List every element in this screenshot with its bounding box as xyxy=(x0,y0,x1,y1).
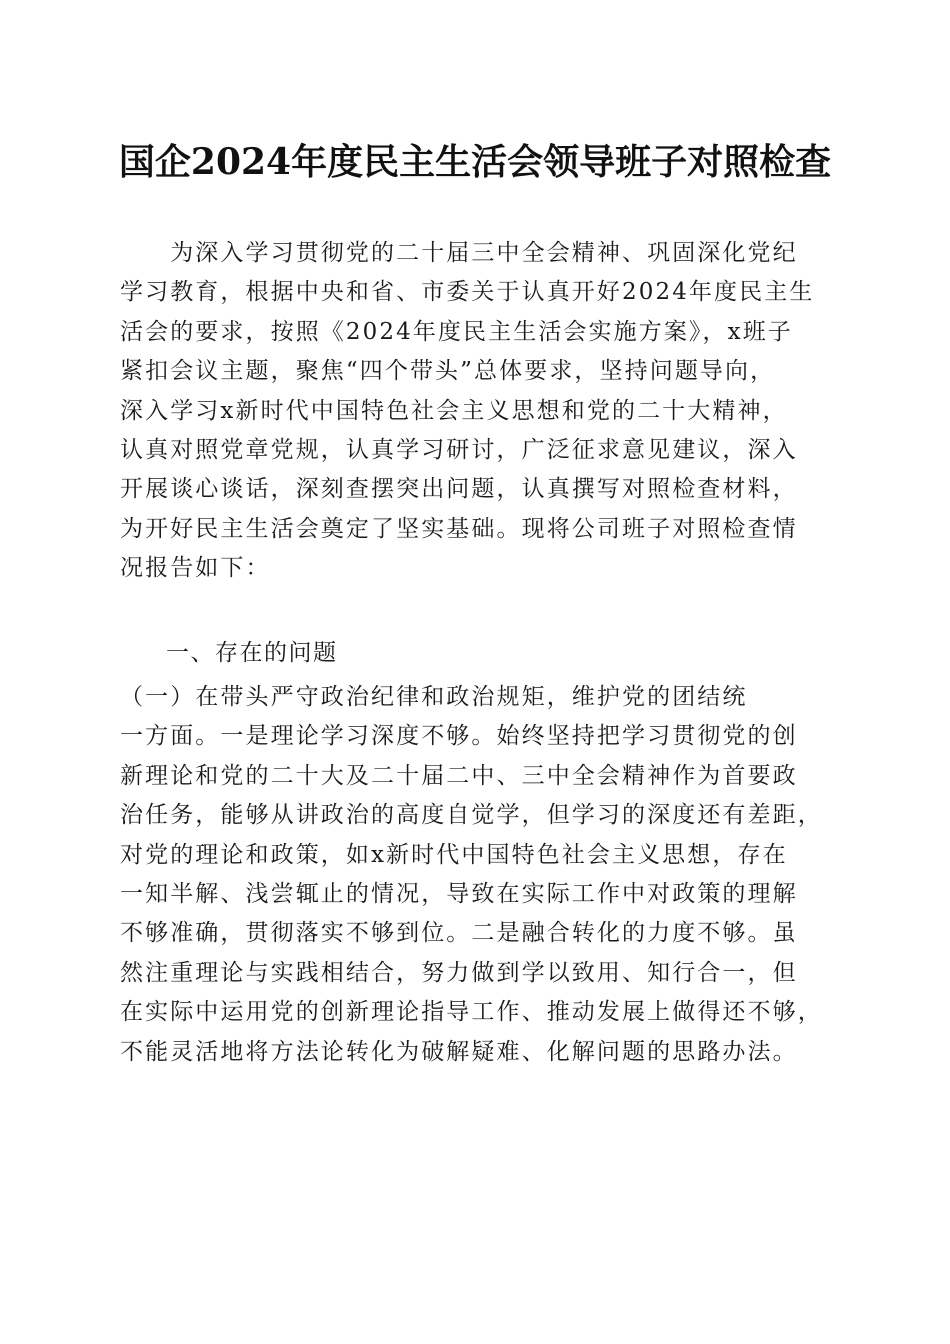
subsection-line: 一知半解、浅尝辄止的情况，导致在实际工作中对政策的理解 xyxy=(120,880,798,907)
subsection-line: 新理论和党的二十大及二十届二中、三中全会精神作为首要政 xyxy=(120,762,798,789)
document-title: 国企2024年度民主生活会领导班子对照检查 xyxy=(118,141,832,183)
intro-line: 深入学习x新时代中国特色社会主义思想和党的二十大精神， xyxy=(120,397,788,424)
intro-line: 紧扣会议主题，聚焦“四个带头”总体要求，坚持问题导向， xyxy=(120,358,776,385)
subsection-line: 不能灵活地将方法论转化为破解疑难、化解问题的思路办法。 xyxy=(120,1038,798,1065)
intro-line: 开展谈心谈话，深刻查摆突出问题，认真撰写对照检查材料， xyxy=(120,476,798,503)
intro-line: 认真对照党章党规，认真学习研讨，广泛征求意见建议，深入 xyxy=(120,436,798,463)
intro-line: 况报告如下： xyxy=(120,555,271,582)
subsection-line xyxy=(120,678,830,717)
intro-line: 学习教育，根据中央和省、市委关于认真开好2024年度民主生 xyxy=(120,279,815,306)
subsection-heading: （一）在带头严守政治纪律和政治规矩，维护党的团结统 xyxy=(120,684,748,710)
subsection-line: 治任务，能够从讲政治的高度自觉学，但学习的深度还有差距， xyxy=(120,802,823,829)
subsection-line: 对党的理论和政策，如x新时代中国特色社会主义思想，存在 xyxy=(120,841,788,868)
subsection-heading-end: 一方面。 xyxy=(120,723,221,750)
subsection-line: 在实际中运用党的创新理论指导工作、推动发展上做得还不够， xyxy=(120,999,823,1026)
intro-line: 为深入学习贯彻党的二十届三中全会精神、巩固深化党纪 xyxy=(120,240,798,266)
subsection-line: 然注重理论与实践相结合，努力做到学以致用、知行合一，但 xyxy=(120,959,798,986)
subsection-line xyxy=(120,717,830,756)
intro-line: 活会的要求，按照《2024年度民主生活会实施方案》，x班子 xyxy=(120,318,793,345)
section-heading: 一、存在的问题 xyxy=(166,640,338,666)
subsection-paragraph xyxy=(120,678,830,1072)
subsection-text: 一是理论学习深度不够。始终坚持把学习贯彻党的创 xyxy=(220,723,798,750)
intro-paragraph xyxy=(120,234,830,589)
subsection-line: 不够准确，贯彻落实不够到位。二是融合转化的力度不够。虽 xyxy=(120,920,798,947)
intro-line: 为开好民主生活会奠定了坚实基础。现将公司班子对照检查情 xyxy=(120,515,798,542)
